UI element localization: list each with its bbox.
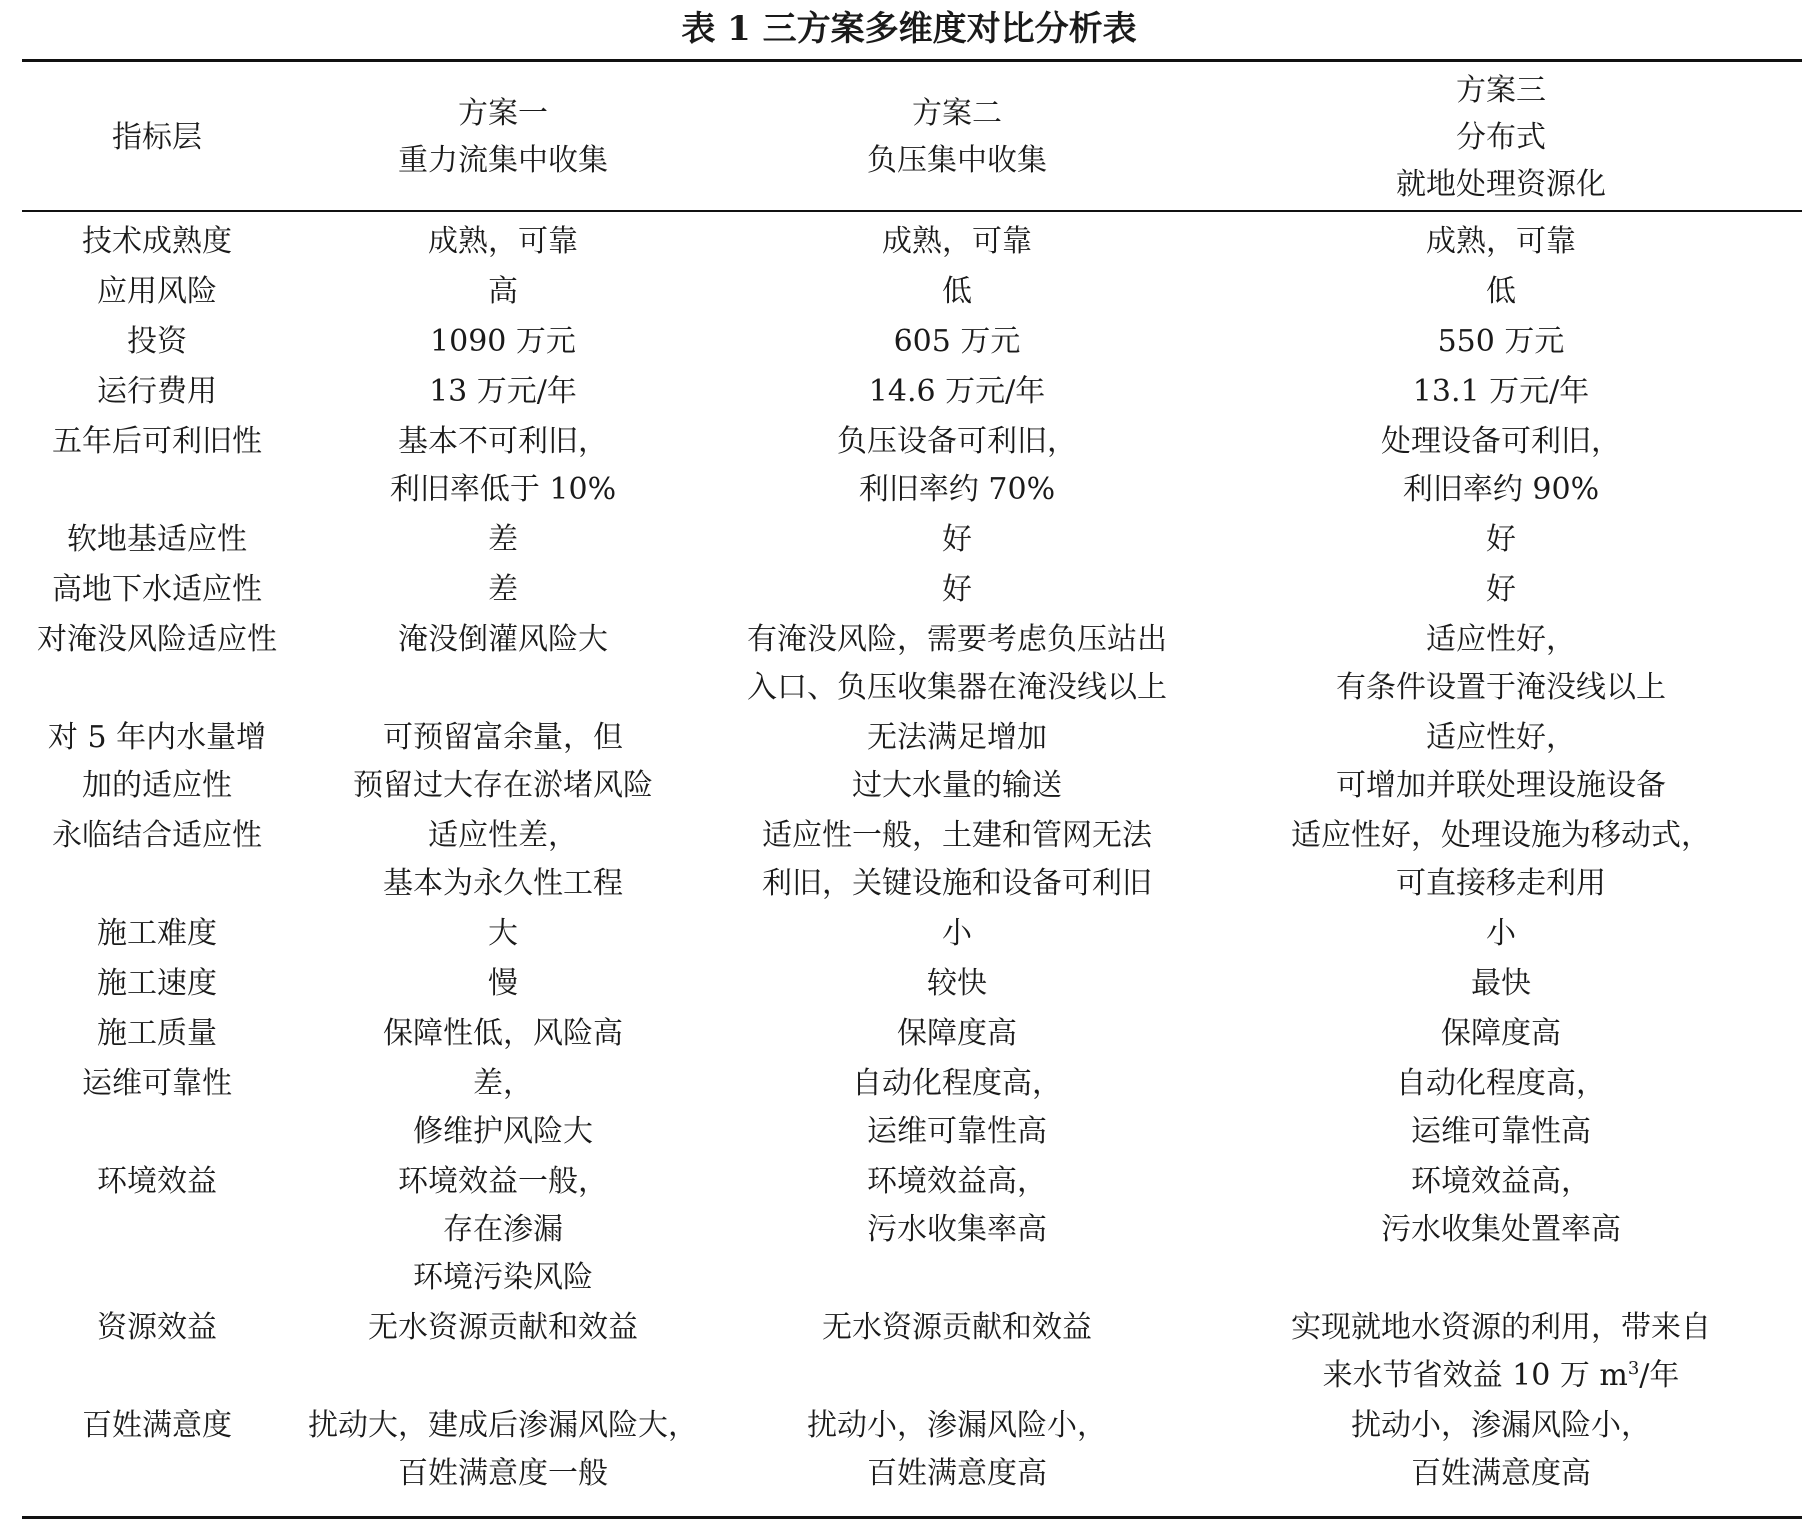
scheme-three-cell — [1200, 714, 1802, 810]
scheme-one-cell — [292, 616, 714, 664]
cell-line: 应用风险 — [97, 274, 217, 309]
cell-line: 自动化程度高， — [1396, 1066, 1606, 1101]
cell-line: 高 — [488, 274, 518, 309]
header-scheme-three-line: 分布式 — [1456, 119, 1546, 155]
cell-line: 存在渗漏 — [443, 1212, 563, 1247]
header-scheme-two-line: 负压集中收集 — [867, 143, 1047, 178]
header-rule — [22, 210, 1802, 212]
cell-line: 低 — [942, 274, 972, 309]
indicator-cell — [22, 268, 292, 316]
cell-line: 软地基适应性 — [67, 522, 247, 557]
scheme-three-cell — [1200, 1158, 1802, 1254]
cell-line: 运行费用 — [97, 374, 217, 409]
indicator-cell — [22, 218, 292, 266]
indicator-cell — [22, 910, 292, 958]
cell-line: 成熟，可靠 — [882, 224, 1032, 259]
cell-line: 加的适应性 — [82, 768, 232, 803]
cell-line: 对 5 年内水量增 — [47, 720, 267, 755]
scheme-two-cell — [714, 812, 1200, 908]
cell-line: 运维可靠性 — [82, 1066, 232, 1101]
cell-line: 过大水量的输送 — [852, 768, 1062, 803]
cell-line: 环境效益高， — [867, 1164, 1047, 1199]
cell-line: 可预留富余量，但 — [383, 720, 623, 755]
cell-line: 污水收集率高 — [867, 1212, 1047, 1247]
cell-line: 实现就地水资源的利用，带来自 — [1291, 1310, 1711, 1345]
cell-line: 环境污染风险 — [413, 1260, 593, 1295]
scheme-three-cell — [1200, 218, 1802, 266]
cell-line: 保障度高 — [1441, 1016, 1561, 1051]
bottom-rule — [22, 1516, 1802, 1519]
scheme-three-cell — [1200, 1010, 1802, 1058]
cell-line: 好 — [1486, 522, 1516, 557]
cell-line: 百姓满意度高 — [1411, 1456, 1591, 1491]
cell-line: 低 — [1486, 274, 1516, 309]
scheme-three-cell — [1200, 616, 1802, 712]
cell-line: 环境效益 — [97, 1164, 217, 1199]
scheme-one-cell — [292, 1010, 714, 1058]
cell-line: 1090 万元 — [430, 324, 576, 359]
cell-line: 成熟，可靠 — [1426, 224, 1576, 259]
cell-line: 入口、负压收集器在淹没线以上 — [747, 670, 1167, 705]
indicator-cell — [22, 616, 292, 664]
indicator-cell — [22, 812, 292, 860]
cell-line: 环境效益一般， — [398, 1164, 608, 1199]
scheme-three-cell — [1200, 516, 1802, 564]
cell-line: 预留过大存在淤堵风险 — [353, 768, 653, 803]
scheme-two-cell — [714, 960, 1200, 1008]
scheme-three-cell — [1200, 1060, 1802, 1156]
cell-line: 大 — [488, 916, 518, 951]
cell-line: 无法满足增加 — [867, 720, 1047, 755]
cell-line: 小 — [1486, 916, 1516, 951]
scheme-two-cell — [714, 1304, 1200, 1352]
cell-line: 最快 — [1471, 966, 1531, 1001]
scheme-two-cell — [714, 616, 1200, 712]
cell-line: 扰动大，建成后渗漏风险大， — [308, 1408, 698, 1443]
cell-line: 对淹没风险适应性 — [37, 622, 277, 657]
cell-line: 负压设备可利旧， — [837, 424, 1077, 459]
cell-line: 适应性好，处理设施为移动式， — [1291, 818, 1711, 853]
scheme-two-cell — [714, 218, 1200, 266]
cell-line: 利旧率约 90% — [1402, 472, 1600, 507]
cell-line: 修维护风险大 — [413, 1114, 593, 1149]
cell-line: 605 万元 — [893, 324, 1021, 359]
cell-line: 可直接移走利用 — [1396, 866, 1606, 901]
scheme-one-cell — [292, 566, 714, 614]
cell-line: 550 万元 — [1437, 324, 1565, 359]
cell-line: 保障度高 — [897, 1016, 1017, 1051]
cell-line: 运维可靠性高 — [1411, 1114, 1591, 1149]
indicator-cell — [22, 1158, 292, 1206]
scheme-one-cell — [292, 318, 714, 366]
indicator-cell — [22, 318, 292, 366]
cell-line: 淹没倒灌风险大 — [398, 622, 608, 657]
cell-line: 好 — [1486, 572, 1516, 607]
header-scheme-one-line: 方案一 — [458, 96, 548, 131]
scheme-three-cell — [1200, 268, 1802, 316]
cell-line: 有条件设置于淹没线以上 — [1336, 670, 1666, 705]
header-scheme-one — [292, 62, 714, 212]
scheme-two-cell — [714, 910, 1200, 958]
cell-line: 好 — [942, 572, 972, 607]
header-indicator — [22, 62, 292, 212]
scheme-three-cell — [1200, 910, 1802, 958]
cell-line: 百姓满意度 — [82, 1408, 232, 1443]
cell-line: 施工质量 — [97, 1016, 217, 1051]
scheme-two-cell — [714, 1402, 1200, 1498]
table-caption: 表 1 三方案多维度对比分析表 — [681, 9, 1137, 49]
cell-line: 有淹没风险，需要考虑负压站出 — [747, 622, 1167, 657]
cell-line: 无水资源贡献和效益 — [368, 1310, 638, 1345]
cell-line: 13 万元/年 — [429, 374, 577, 409]
cell-line: 适应性差， — [428, 818, 578, 853]
scheme-two-cell — [714, 566, 1200, 614]
scheme-three-cell — [1200, 566, 1802, 614]
cell-line: 利旧率低于 10% — [389, 472, 617, 507]
scheme-two-cell — [714, 516, 1200, 564]
indicator-cell — [22, 714, 292, 810]
scheme-two-cell — [714, 268, 1200, 316]
header-scheme-three — [1200, 62, 1802, 212]
header-scheme-one-line: 重力流集中收集 — [398, 143, 608, 178]
cell-line: 保障性低，风险高 — [383, 1016, 623, 1051]
cell-line: 无水资源贡献和效益 — [822, 1310, 1092, 1345]
cell-line: 扰动小，渗漏风险小， — [807, 1408, 1107, 1443]
scheme-two-cell — [714, 318, 1200, 366]
scheme-three-cell — [1200, 1304, 1802, 1400]
cell-line: 环境效益高， — [1411, 1164, 1591, 1199]
scheme-two-cell — [714, 368, 1200, 416]
cell-line: 百姓满意度一般 — [398, 1456, 608, 1491]
cell-line: 永临结合适应性 — [52, 818, 262, 853]
cell-line: 扰动小，渗漏风险小， — [1351, 1408, 1651, 1443]
cell-line: 可增加并联处理设施设备 — [1336, 768, 1666, 803]
scheme-one-cell — [292, 812, 714, 908]
indicator-cell — [22, 1304, 292, 1352]
scheme-one-cell — [292, 1158, 714, 1302]
scheme-two-cell — [714, 714, 1200, 810]
cell-line: 好 — [942, 522, 972, 557]
cell-line: 差， — [473, 1066, 533, 1101]
cell-line: 较快 — [927, 966, 987, 1001]
scheme-one-cell — [292, 368, 714, 416]
cell-line: 基本为永久性工程 — [383, 866, 623, 901]
indicator-cell — [22, 566, 292, 614]
cell-line: 自动化程度高， — [852, 1066, 1062, 1101]
scheme-three-cell — [1200, 1402, 1802, 1498]
header-scheme-two-line: 方案二 — [912, 96, 1002, 131]
indicator-cell — [22, 368, 292, 416]
cell-line: 适应性好， — [1426, 720, 1576, 755]
scheme-three-cell — [1200, 318, 1802, 366]
header-scheme-two — [714, 62, 1200, 212]
cell-line: 五年后可利旧性 — [52, 424, 262, 459]
cell-line: 小 — [942, 916, 972, 951]
scheme-three-cell — [1200, 812, 1802, 908]
cell-line: 成熟，可靠 — [428, 224, 578, 259]
cell-line: 污水收集处置率高 — [1381, 1212, 1621, 1247]
cell-line: 差 — [488, 572, 518, 607]
indicator-cell — [22, 1060, 292, 1108]
scheme-one-cell — [292, 1402, 714, 1498]
scheme-one-cell — [292, 1304, 714, 1352]
scheme-one-cell — [292, 960, 714, 1008]
header-scheme-three-line: 就地处理资源化 — [1396, 166, 1606, 202]
cell-line: 来水节省效益 10 万 $m^3/$年 — [1322, 1358, 1680, 1393]
indicator-cell — [22, 1010, 292, 1058]
scheme-one-cell — [292, 714, 714, 810]
scheme-one-cell — [292, 268, 714, 316]
scheme-three-cell — [1200, 960, 1802, 1008]
indicator-cell — [22, 960, 292, 1008]
indicator-cell — [22, 418, 292, 466]
cell-line: 投资 — [127, 324, 187, 359]
scheme-one-cell — [292, 418, 714, 514]
cell-line: 13.1 万元/年 — [1412, 374, 1590, 409]
scheme-one-cell — [292, 218, 714, 266]
indicator-cell — [22, 516, 292, 564]
scheme-one-cell — [292, 516, 714, 564]
scheme-one-cell — [292, 910, 714, 958]
cell-line: 基本不可利旧， — [398, 424, 608, 459]
scheme-three-cell — [1200, 368, 1802, 416]
cell-line: 高地下水适应性 — [52, 572, 262, 607]
cell-line: 施工速度 — [97, 966, 217, 1001]
cell-line: 施工难度 — [97, 916, 217, 951]
cell-line: 利旧，关键设施和设备可利旧 — [762, 866, 1152, 901]
cell-line: 适应性一般，土建和管网无法 — [762, 818, 1152, 853]
cell-line: 差 — [488, 522, 518, 557]
scheme-two-cell — [714, 1158, 1200, 1254]
scheme-one-cell — [292, 1060, 714, 1156]
cell-line: 慢 — [488, 966, 518, 1001]
cell-line: 利旧率约 70% — [858, 472, 1056, 507]
cell-line: 资源效益 — [97, 1310, 217, 1345]
header-indicator-label: 指标层 — [112, 119, 202, 155]
cell-line: 适应性好， — [1426, 622, 1576, 657]
scheme-two-cell — [714, 418, 1200, 514]
cell-line: 技术成熟度 — [82, 224, 232, 259]
indicator-cell — [22, 1402, 292, 1450]
scheme-two-cell — [714, 1060, 1200, 1156]
scheme-three-cell — [1200, 418, 1802, 514]
header-scheme-three-line: 方案三 — [1456, 72, 1546, 108]
cell-line: 处理设备可利旧， — [1381, 424, 1621, 459]
cell-line: 运维可靠性高 — [867, 1114, 1047, 1149]
cell-line: 14.6 万元/年 — [868, 374, 1046, 409]
cell-line: 百姓满意度高 — [867, 1456, 1047, 1491]
scheme-two-cell — [714, 1010, 1200, 1058]
